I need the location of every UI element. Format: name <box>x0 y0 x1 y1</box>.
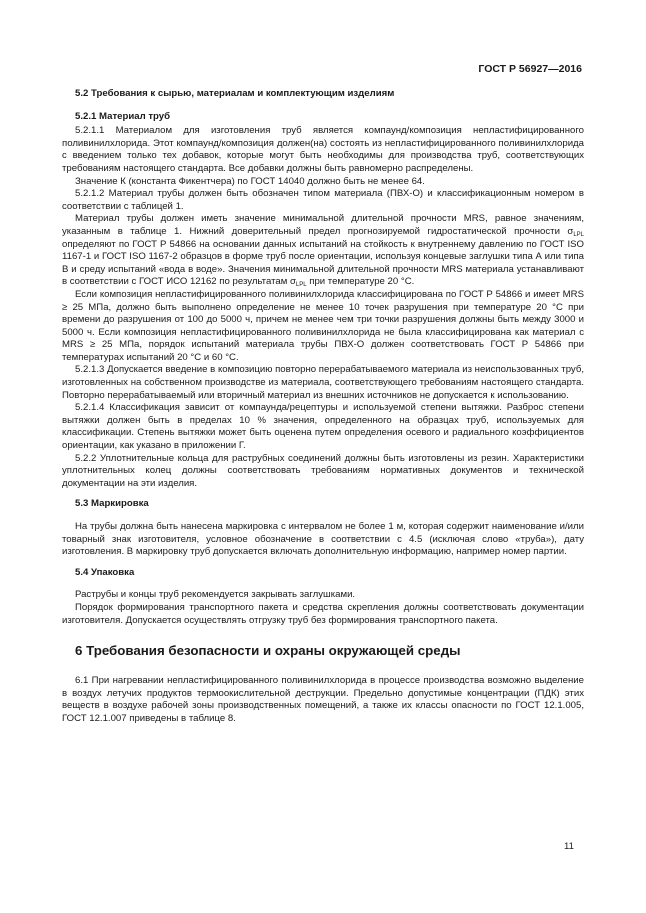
section-5-2-heading: 5.2 Требования к сырью, материалам и комплектующим изделиям <box>75 88 395 99</box>
paragraph-5-2-1-1: 5.2.1.1 Материалом для изготовления труб является компаунд/композиция непластифицированного поливинилхлорида. Этот компаунд/композиция должен(на) состоять из непластифицированного поливинилхлорида с введением только тех добавок, которые могут быть необходимы для производства труб, соответствующих требованиям настоящего стандарта. Все добавки должны быть равномерно распределены. <box>62 125 584 174</box>
paragraph-marking: На трубы должна быть нанесена маркировка с интервалом не более 1 м, которая содержит наименование и/или товарный знак изготовителя, условное обозначение в соответствии с 4.5 (исключая слово «труба»), дату изготовления. В маркировку труб допускается включать дополнительную информацию, например номер партии. <box>62 521 584 558</box>
page-number: 11 <box>564 841 574 852</box>
paragraph-5-2-2: 5.2.2 Уплотнительные кольца для раструбных соединений должны быть изготовлены из резин. Характеристики уплотнительных колец должны соответствовать требованиям нормативных документов и технической документации на эти изделия. <box>62 452 584 489</box>
paragraph-packaging-2: Порядок формирования транспортного пакета и средства скрепления должны соответствовать документации изготовителя. Допускается осуществлять отгрузку труб без формирования транспортного пакета. <box>62 601 584 626</box>
paragraph-packaging-1: Раструбы и концы труб рекомендуется закрывать заглушками. <box>75 589 356 601</box>
section-6-heading: 6 Требования безопасности и охраны окружающей среды <box>75 643 461 659</box>
paragraph-composition: Если композиция непластифицированного поливинилхлорида классифицирована по ГОСТ Р 54866 и имеет MRS ≥ 25 МПа, должно быть выполнено определение не менее 10 точек разрушения при температуре 20 °С при времени до разрушения от 100 до 5000 ч, причем не менее чем три точки разрушения должны быть между 3000 и 5000 ч. Если композиция непластифицированного поливинилхлорида не была классифицирована как материал с MRS ≥ 25 МПа, порядок испытаний материала трубы ПВХ-О должен соответствовать ГОСТ Р 54866 при температурах испытаний 20 °С и 60 °С. <box>62 288 584 363</box>
document-body <box>62 88 584 726</box>
mrs-text-part-2: определяют по ГОСТ Р 54866 на основании данных испытаний на стойкость к внутреннему давлению по ГОСТ ISO 1167-1 и ГОСТ ISO 1167-2 образцов в форме труб после ориентации, используя концевые заглушки типа А или типа В и среду испытаний «вода в воде». Значения минимальной длительной прочности MRS материала устанавливают в соответствии с ГОСТ ИСО 12162 по результатам σ <box>62 238 584 288</box>
paragraph-mrs <box>62 213 584 289</box>
paragraph-5-2-1-4: 5.2.1.4 Классификация зависит от компаунда/рецептуры и используемой степени вытяжки. Разброс степени вытяжки должен быть в пределах 10 % значения, определенного на образцах труб, используемых для классификации. Степень вытяжки может быть оценена путем определения осевого и радиального коэффициентов ориентации, как указано в приложении Г. <box>62 402 584 452</box>
section-5-3-heading: 5.3 Маркировка <box>75 498 149 510</box>
paragraph-5-2-1-3: 5.2.1.3 Допускается введение в композицию повторно перерабатываемого материала из неиспользованных труб, изготовленных на собственном производстве из материала, соответствующего требованиям настоящего стандарта. Повторно перерабатываемый или вторичный материал из внешних источников не допускается к использованию. <box>62 364 584 401</box>
paragraph-6-1: 6.1 При нагревании непластифицированного поливинилхлорида в процессе производства возможно выделение в воздух летучих продуктов термоокислительной деструкции. Предельно допустимые концентрации (ПДК) этих веществ в воздухе рабочей зоны производственных помещений, а также их классы опасности по ГОСТ 12.1.005, ГОСТ 12.1.007 приведены в таблице 8. <box>62 675 584 724</box>
document-header: ГОСТ Р 56927—2016 <box>478 63 582 75</box>
mrs-text-part-3: при температуре 20 °С. <box>306 276 415 288</box>
mrs-text-part-1: Материал трубы должен иметь значение минимальной длительной прочности MRS, равное значениям, указанным в таблице 1. Нижний доверительный предел прогнозируемой гидростатической прочности σ <box>62 213 584 237</box>
paragraph-k-value: Значение К (константа Фикентчера) по ГОСТ 14040 должно быть не менее 64. <box>75 175 425 187</box>
sigma-subscript-2: LPL <box>295 282 307 289</box>
paragraph-5-2-1-2: 5.2.1.2 Материал трубы должен быть обозначен типом материала (ПВХ-О) и классификационным номером в соответствии с таблицей 1. <box>62 188 584 212</box>
sigma-subscript-1: LPL <box>573 231 584 238</box>
section-5-4-heading: 5.4 Упаковка <box>75 566 135 578</box>
section-5-2-1-heading: 5.2.1 Материал труб <box>75 110 171 122</box>
